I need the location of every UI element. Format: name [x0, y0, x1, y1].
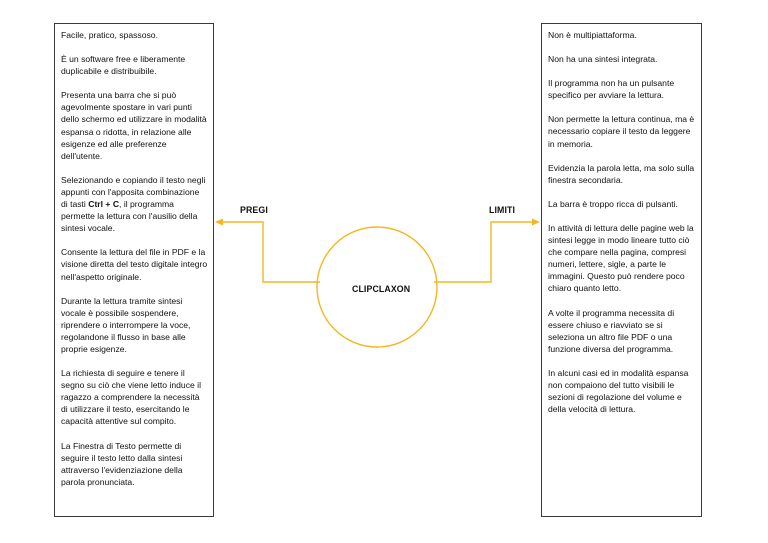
arrow-head-limiti [532, 219, 540, 226]
connector-limiti [434, 222, 533, 282]
limiti-item: La barra è troppo ricca di pulsanti. [548, 198, 678, 209]
limiti-item: Non è multipiattaforma. [548, 30, 637, 40]
limiti-item: Evidenzia la parola letta, ma solo sulla finestra secondaria. [548, 162, 695, 185]
connector-pregi [222, 222, 320, 282]
center-label: CLIPCLAXON [352, 284, 411, 294]
limiti-item: Non ha una sintesi integrata. [548, 54, 658, 65]
pregi-item: Presenta una barra che si può agevolmente spostare in vari punti dello schermo ed utilizzare in modalità espansa o ridotta, in relazione alle esigenze ed alle preferenze dell'utente. [61, 90, 207, 161]
limiti-box [541, 23, 702, 517]
limiti-item: In attività di lettura delle pagine web la sintesi legge in modo lineare tutto ciò che compare nella pagina, compresi numeri, lettere, sigle, a parte le immagini. Questo può rendere poco chiaro quanto letto. [548, 222, 694, 294]
pregi-item: La Finestra di Testo permette di seguire il testo letto dalla sintesi attraverso l'evidenziazione della parola pronunciata. [61, 440, 183, 487]
pregi-item: Facile, pratico, spassoso. [61, 30, 158, 40]
pregi-item: La richiesta di seguire e tenere il segno su ciò che viene letto induce il ragazzo a comprendere la necessità di utilizzare il testo, esercitando le capacità attentive sul compito. [61, 368, 201, 427]
pregi-item-shortcut: Ctrl + C [88, 199, 120, 210]
pregi-label: PREGI [240, 205, 268, 215]
pregi-item: Durante la lettura tramite sintesi vocale è possibile sospendere, riprendere o interrompere la voce, regolandone il flusso in base alle proprie esigenze. [61, 295, 191, 354]
limiti-label: LIMITI [489, 205, 516, 215]
pregi-item-text: , il programma permette la lettura con l'ausilio della sintesi vocale. [61, 199, 198, 234]
limiti-item: In alcuni casi ed in modalità espansa non compaiono del tutto visibili le sezioni di regolazione del volume e della velocità di lettura. [548, 367, 689, 415]
limiti-item: Il programma non ha un pulsante specifico per avviare la lettura. [548, 78, 675, 101]
pregi-item [61, 174, 208, 234]
pregi-box [54, 23, 214, 517]
limiti-item: Non permette la lettura continua, ma è necessario copiare il testo da leggere in memoria. [548, 114, 695, 149]
arrow-head-pregi [215, 219, 223, 226]
limiti-item: A volte il programma necessita di essere chiuso e riavviato se si seleziona un altro file PDF o una funzione diversa del programma. [548, 307, 675, 354]
pregi-item: È un software free e liberamente duplicabile e distribuibile. [61, 54, 186, 77]
pregi-item-text: Selezionando e copiando il testo negli appunti con l'apposita combinazione di tasti [61, 174, 206, 210]
pregi-item: Consente la lettura del file in PDF e la visione diretta del testo digitale integro nell'aspetto originale. [61, 247, 208, 282]
